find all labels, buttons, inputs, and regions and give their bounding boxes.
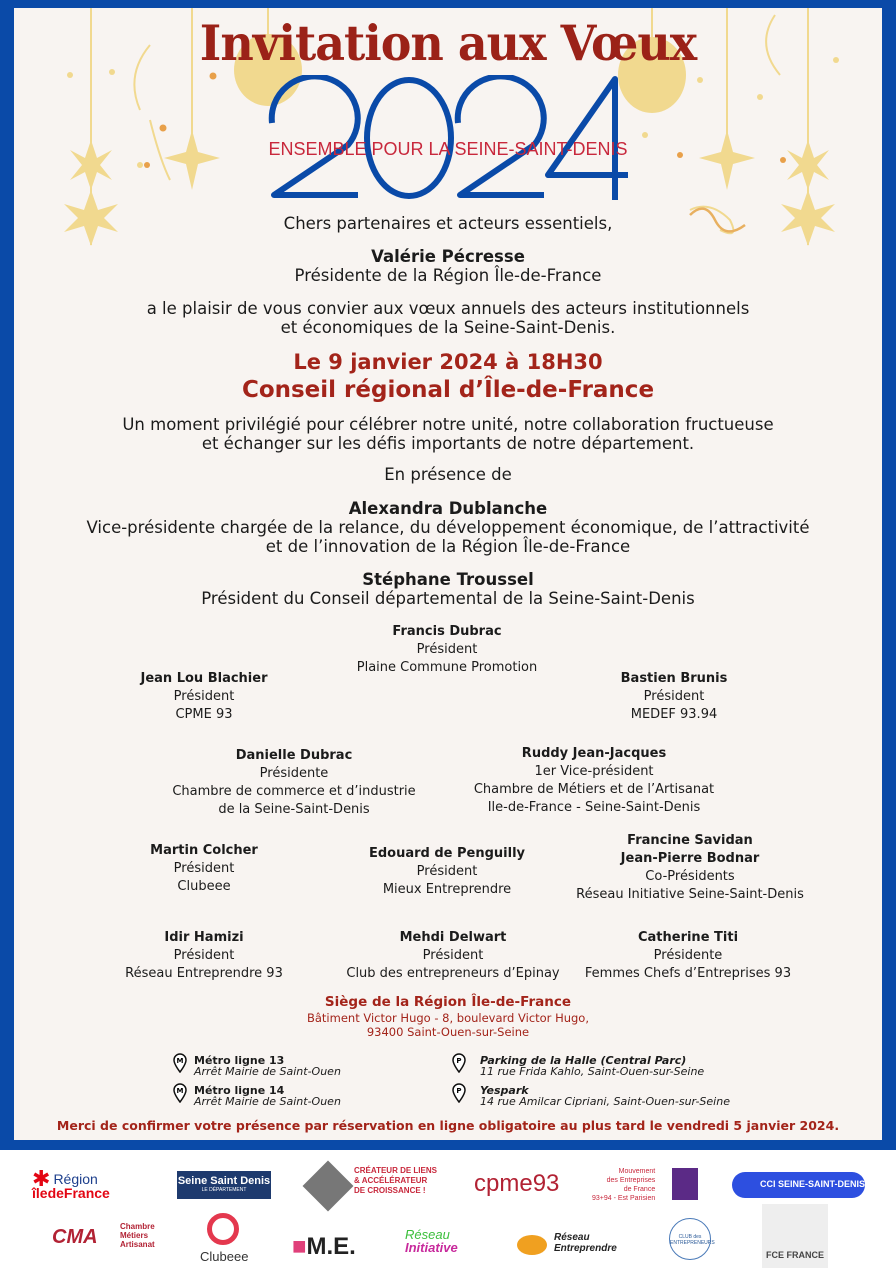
metro-pin-icon — [173, 1053, 187, 1073]
event-description: et échanger sur les défis importants de notre département. — [201, 434, 695, 453]
access-title: Métro ligne 13 — [194, 1054, 285, 1067]
address-title: Siège de la Région Île-de-France — [324, 994, 572, 1010]
svg-text:P: P — [456, 1057, 462, 1065]
partner-role: Co-Présidents — [645, 869, 735, 884]
partner-role: Chambre de commerce et d’industrie — [172, 784, 416, 799]
partner-block — [150, 842, 258, 896]
partner-name: Mehdi Delwart — [399, 930, 507, 945]
svg-text:M: M — [176, 1087, 184, 1095]
logo-plaine-commune-diamond — [303, 1161, 354, 1212]
logo-cci: CCI SEINE-SAINT-DENIS — [732, 1172, 865, 1198]
partner-role: Présidente — [653, 948, 723, 963]
partner-block — [576, 832, 804, 904]
partner-role: Réseau Entreprendre 93 — [125, 966, 283, 981]
partner-role: Président — [173, 948, 235, 963]
address-line: Bâtiment Victor Hugo - 8, boulevard Victor Hugo, — [306, 1011, 589, 1025]
logo-reseau-entreprendre: Réseau Entreprendre — [554, 1232, 617, 1254]
partner-name: Edouard de Penguilly — [368, 846, 526, 861]
partner-role: Club des entrepreneurs d’Epinay — [346, 966, 560, 981]
guest-role: Vice-présidente chargée de la relance, du développement économique, de l’attractivité — [86, 518, 810, 537]
greeting: Chers partenaires et acteurs essentiels, — [283, 214, 613, 233]
parking-pin-icon — [452, 1053, 466, 1073]
event-description: Un moment privilégié pour célébrer notre unité, notre collaboration fructueuse — [122, 415, 774, 434]
event-venue: Conseil régional d’Île-de-France — [241, 377, 655, 403]
partner-role: Ile-de-France - Seine-Saint-Denis — [487, 800, 701, 815]
partner-name: Bastien Brunis — [620, 671, 728, 686]
access-detail: Arrêt Mairie de Saint-Ouen — [194, 1095, 341, 1108]
logo-clubeee: Clubeee — [200, 1249, 249, 1264]
partner-role: Plaine Commune Promotion — [356, 660, 538, 675]
logo-medef-e — [672, 1168, 698, 1200]
tagline: ENSEMBLE POUR LA SEINE-SAINT-DENIS — [268, 139, 628, 159]
access-title: Métro ligne 14 — [194, 1084, 285, 1097]
logo-fce-france: FCE FRANCE — [762, 1204, 828, 1268]
partner-name: Idir Hamizi — [164, 930, 244, 945]
invitation-title: Invitation aux Vœux — [199, 14, 697, 72]
access-item — [194, 1085, 341, 1107]
partner-name: Ruddy Jean-Jacques — [521, 746, 667, 761]
logo-region-idf: ✱ Région îledeFrance — [32, 1166, 110, 1201]
rsvp-notice: Merci de confirmer votre présence par réservation en ligne obligatoire au plus tard le vendredi 5 janvier 2024. — [56, 1118, 840, 1133]
partner-role: Chambre de Métiers et de l’Artisanat — [473, 782, 715, 797]
access-item — [194, 1055, 341, 1077]
logo-reseau-entreprendre-icon — [517, 1235, 547, 1255]
logo-cma-text: Chambre Métiers Artisanat — [120, 1222, 155, 1249]
access-detail: Arrêt Mairie de Saint-Ouen — [194, 1065, 341, 1078]
partner-block — [585, 929, 791, 983]
access-detail: 11 rue Frida Kahlo, Saint-Ouen-sur-Seine — [480, 1065, 705, 1078]
partner-role: Réseau Initiative Seine-Saint-Denis — [576, 887, 804, 902]
guest-role: Président du Conseil départemental de la Seine-Saint-Denis — [201, 589, 695, 608]
access-title: Parking de la Halle (Central Parc) — [480, 1054, 687, 1067]
partner-block — [621, 670, 728, 724]
partner-role: MEDEF 93.94 — [630, 707, 718, 722]
partner-block — [141, 670, 268, 724]
partner-role: Président — [173, 861, 235, 876]
host-role: Présidente de la Région Île-de-France — [294, 266, 602, 285]
partner-name: Francine Savidan — [627, 833, 753, 848]
partner-name: Catherine Titi — [637, 930, 739, 945]
partner-role: Président — [416, 864, 478, 879]
partner-name: Jean Lou Blachier — [140, 671, 268, 686]
partner-role: Président — [416, 642, 478, 657]
partner-name: Martin Colcher — [150, 843, 258, 858]
logo-medef: Mouvement des Entreprises de France 93+94 - Est Parisien — [592, 1168, 656, 1202]
guest-role: et de l’innovation de la Région Île-de-France — [265, 537, 631, 556]
logo-club-entrepreneurs: CLUB des ENTREPRENEURS — [669, 1218, 711, 1260]
guest-name: Alexandra Dublanche — [348, 499, 548, 518]
partner-role: Président — [173, 689, 235, 704]
logo-cpme93: cpme93 — [474, 1170, 560, 1197]
partner-role: Président — [643, 689, 705, 704]
partner-role: Mieux Entreprendre — [382, 882, 512, 897]
partner-role: Clubeee — [177, 879, 231, 894]
logo-clubeee-icon — [207, 1213, 239, 1245]
event-date: Le 9 janvier 2024 à 18H30 — [293, 350, 603, 374]
presence-label: En présence de — [384, 465, 512, 484]
host-name: Valérie Pécresse — [371, 247, 525, 266]
svg-text:P: P — [456, 1087, 462, 1095]
partner-role: Présidente — [259, 766, 329, 781]
partner-block — [369, 845, 525, 899]
parking-pin-icon — [452, 1083, 466, 1103]
partner-block — [346, 929, 559, 983]
partner-block — [474, 745, 714, 817]
address-line: 93400 Saint-Ouen-sur-Seine — [366, 1025, 530, 1039]
partner-role: Président — [422, 948, 484, 963]
partner-role: 1er Vice-président — [534, 764, 654, 779]
partner-block — [357, 623, 538, 677]
logo-plaine-commune-promotion: CRÉATEUR DE LIENS & ACCÉLÉRATEUR DE CROISSANCE ! — [354, 1166, 437, 1195]
partner-role: Femmes Chefs d’Entreprises 93 — [584, 966, 792, 981]
access-detail: 14 rue Amilcar Cipriani, Saint-Ouen-sur-Seine — [480, 1095, 730, 1108]
guest-name: Stéphane Troussel — [362, 570, 534, 589]
access-item — [480, 1055, 704, 1077]
invite-text: a le plaisir de vous convier aux vœux annuels des acteurs institutionnels — [146, 299, 750, 318]
partner-block — [125, 929, 283, 983]
logo-seine-saint-denis: Seine Saint Denis LE DÉPARTEMENT — [177, 1171, 271, 1199]
partner-role: de la Seine-Saint-Denis — [218, 802, 370, 817]
access-title: Yespark — [480, 1084, 529, 1097]
partner-role: CPME 93 — [175, 707, 233, 722]
svg-text:M: M — [176, 1057, 184, 1065]
partner-block — [172, 747, 415, 819]
partner-name: Jean-Pierre Bodnar — [620, 851, 760, 866]
partner-name: Francis Dubrac — [392, 624, 502, 639]
logo-cma: CMA — [52, 1226, 98, 1248]
logo-reseau-initiative: Réseau Initiative — [405, 1227, 458, 1255]
logo-mieux-entreprendre: ■M.E. — [292, 1233, 356, 1260]
invite-text: et économiques de la Seine-Saint-Denis. — [280, 318, 616, 337]
metro-pin-icon — [173, 1083, 187, 1103]
partner-name: Danielle Dubrac — [235, 748, 353, 763]
access-item — [480, 1085, 730, 1107]
